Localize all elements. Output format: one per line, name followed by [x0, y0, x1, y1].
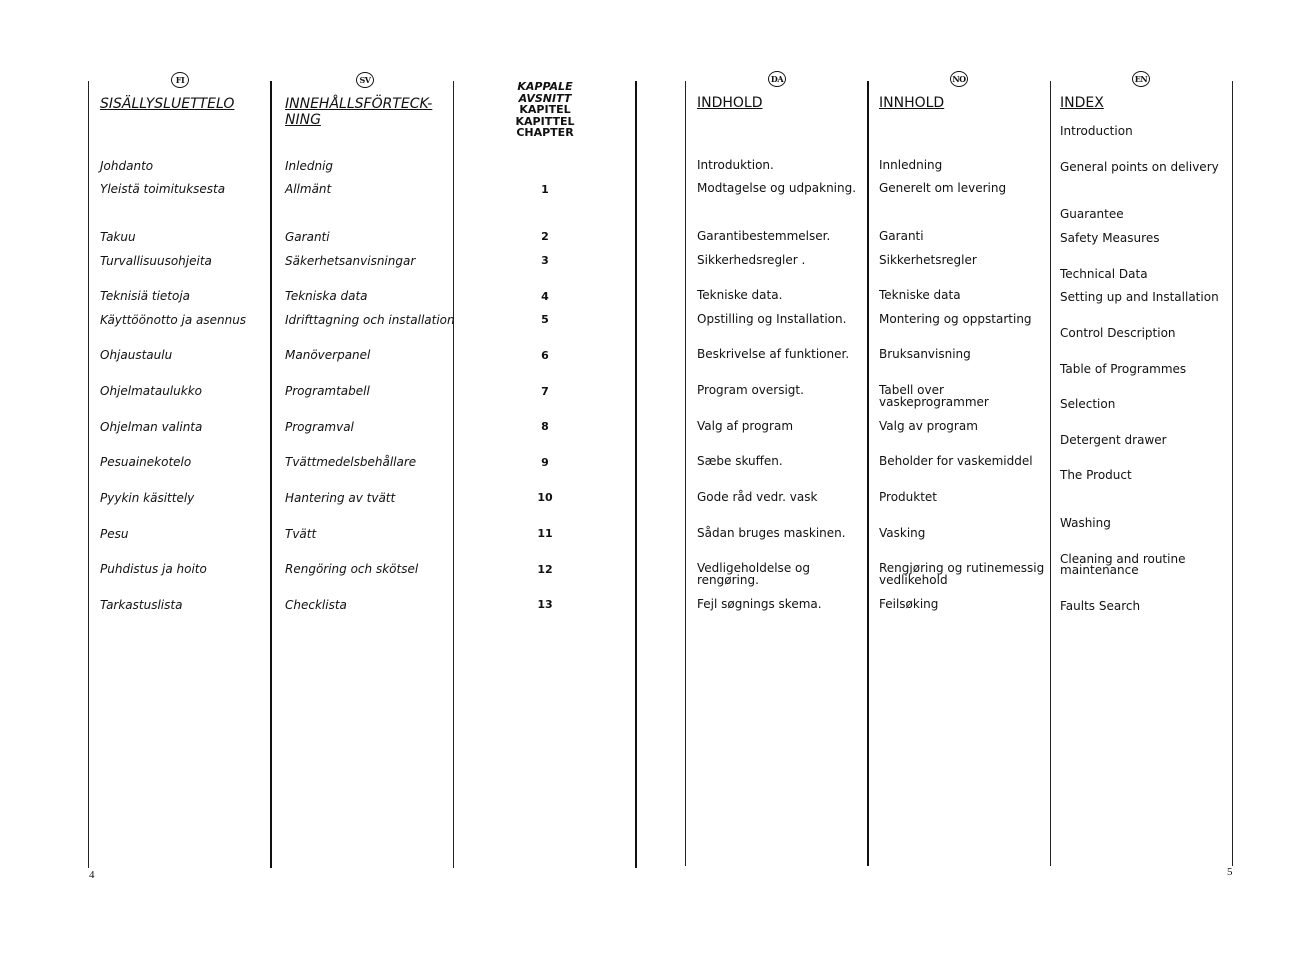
no-item: Innledning [879, 158, 943, 172]
fi-item: Tarkastuslista [100, 598, 183, 612]
no-item: vedlikehold [879, 573, 948, 587]
sv-item: Programval [285, 420, 354, 434]
chapter-number: 7 [541, 385, 549, 398]
fi-title: SISÄLLYSLUETTELO [100, 96, 235, 112]
language-badge-da: DA [768, 71, 786, 87]
sv-item: Rengöring och skötsel [285, 562, 419, 576]
sv-item: Säkerhetsanvisningar [285, 254, 416, 268]
column-divider [1050, 81, 1051, 866]
no-item: vaskeprogrammer [879, 395, 989, 409]
no-title: INNHOLD [879, 95, 945, 111]
fi-item: Turvallisuusohjeita [100, 254, 212, 268]
da-item: Vedligeholdelse og [697, 561, 810, 575]
chapter-header-sv: AVSNITT [518, 91, 572, 105]
da-title: INDHOLD [697, 95, 763, 111]
column-divider [635, 81, 637, 868]
column-divider [685, 81, 686, 866]
page-number-right: 5 [1227, 866, 1233, 878]
fi-item: Ohjaustaulu [100, 348, 173, 362]
no-item: Tekniske data [879, 288, 961, 302]
sv-item: Manöverpanel [285, 348, 371, 362]
da-item: rengøring. [697, 573, 759, 587]
chapter-number: 4 [541, 290, 549, 303]
en-item: Guarantee [1060, 207, 1124, 221]
da-item: Beskrivelse af funktioner. [697, 347, 850, 361]
en-title: INDEX [1060, 95, 1104, 111]
no-item: Feilsøking [879, 597, 939, 611]
en-item: Technical Data [1060, 267, 1148, 281]
fi-item: Käyttöönotto ja asennus [100, 313, 247, 327]
no-item: Generelt om levering [879, 181, 1007, 195]
sv-item: Checklista [285, 598, 347, 612]
sv-title-continued: NING [285, 112, 321, 128]
fi-item: Takuu [100, 230, 136, 244]
da-item: Sådan bruges maskinen. [697, 526, 846, 540]
no-item: Valg av program [879, 419, 978, 433]
chapter-header-no: KAPITTEL [515, 114, 575, 128]
chapter-number: 5 [541, 313, 549, 326]
da-item: Introduktion. [697, 158, 774, 172]
sv-item: Allmänt [285, 182, 332, 196]
chapter-number: 2 [541, 230, 549, 243]
fi-item: Pesuainekotelo [100, 455, 192, 469]
sv-item: Tvättmedelsbehållare [285, 455, 417, 469]
da-item: Program oversigt. [697, 383, 804, 397]
column-divider [270, 81, 272, 868]
chapter-header-en: CHAPTER [516, 126, 574, 139]
sv-item: Garanti [285, 230, 330, 244]
column-divider [88, 81, 89, 868]
fi-item: Johdanto [100, 159, 154, 173]
fi-item: Teknisiä tietoja [100, 289, 191, 303]
da-item: Garantibestemmelser. [697, 229, 831, 243]
en-item: The Product [1060, 468, 1132, 482]
en-item: Safety Measures [1060, 231, 1160, 245]
no-item: Bruksanvisning [879, 347, 971, 361]
en-item: Table of Programmes [1060, 362, 1187, 376]
chapter-header [515, 81, 575, 139]
sv-item: Tvätt [285, 527, 317, 541]
column-divider [1232, 81, 1233, 866]
da-item: Gode råd vedr. vask [697, 490, 818, 504]
chapter-header-da: KAPITEL [519, 103, 571, 116]
en-item: Selection [1060, 397, 1116, 411]
language-badge-no: NO [950, 71, 968, 87]
language-badge-sv: SV [356, 72, 374, 88]
chapter-number: 6 [541, 349, 549, 362]
chapter-number: 3 [541, 254, 549, 267]
column-divider [867, 81, 869, 866]
da-item: Valg af program [697, 419, 794, 433]
fi-item: Puhdistus ja hoito [100, 562, 207, 576]
language-badge-en: EN [1132, 71, 1150, 87]
no-item: Montering og oppstarting [879, 312, 1032, 326]
no-item: Garanti [879, 229, 924, 243]
en-item: Setting up and Installation [1060, 290, 1219, 304]
en-item: Introduction [1060, 124, 1133, 138]
sv-item: Tekniska data [285, 289, 368, 303]
en-item: Cleaning and routine [1060, 552, 1186, 566]
no-item: Tabell over [879, 383, 944, 397]
en-item: maintenance [1060, 563, 1139, 577]
chapter-number: 1 [541, 183, 549, 196]
da-item: Sæbe skuffen. [697, 454, 783, 468]
fi-item: Pyykin käsittely [100, 491, 195, 505]
da-item: Sikkerhedsregler . [697, 253, 806, 267]
no-item: Sikkerhetsregler [879, 253, 977, 267]
fi-item: Yleistä toimituksesta [100, 182, 226, 196]
no-item: Beholder for vaskemiddel [879, 454, 1033, 468]
sv-item: Inlednig [285, 159, 334, 173]
fi-item: Pesu [100, 527, 129, 541]
da-item: Modtagelse og udpakning. [697, 181, 857, 195]
sv-title: INNEHÅLLSFÖRTECK- [285, 96, 433, 112]
chapter-number: 8 [541, 420, 549, 433]
page-number-left: 4 [89, 869, 95, 881]
column-divider [453, 81, 454, 868]
sv-item: Idrifttagning och installation [285, 313, 455, 327]
chapter-number: 13 [537, 598, 553, 611]
en-item: Detergent drawer [1060, 433, 1167, 447]
no-item: Rengjøring og rutinemessig [879, 561, 1045, 575]
en-item: General points on delivery [1060, 160, 1219, 174]
da-item: Tekniske data. [697, 288, 783, 302]
da-item: Fejl søgnings skema. [697, 597, 822, 611]
fi-item: Ohjelman valinta [100, 420, 203, 434]
chapter-number: 10 [537, 491, 553, 504]
en-item: Control Description [1060, 326, 1176, 340]
chapter-number: 9 [541, 456, 549, 469]
chapter-number: 11 [537, 527, 553, 540]
no-item: Produktet [879, 490, 938, 504]
sv-item: Programtabell [285, 384, 370, 398]
en-item: Washing [1060, 516, 1111, 530]
sv-item: Hantering av tvätt [285, 491, 396, 505]
chapter-header-fi: KAPPALE [517, 80, 573, 93]
en-item: Faults Search [1060, 599, 1141, 613]
no-item: Vasking [879, 526, 926, 540]
chapter-number: 12 [537, 563, 553, 576]
da-item: Opstilling og Installation. [697, 312, 847, 326]
fi-item: Ohjelmataulukko [100, 384, 202, 398]
language-badge-fi: FI [171, 72, 189, 88]
